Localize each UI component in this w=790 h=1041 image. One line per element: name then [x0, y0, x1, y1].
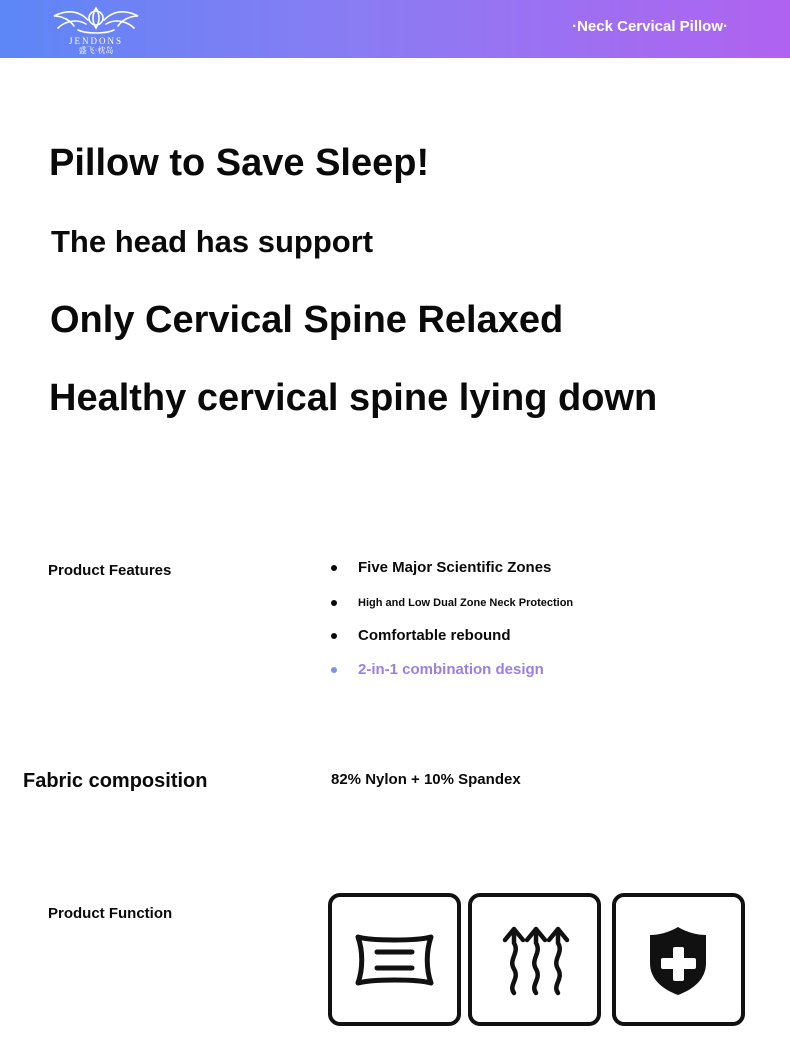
fabric-composition-value: 82% Nylon + 10% Spandex: [331, 771, 521, 788]
heat-icon: [472, 897, 597, 1022]
logo-subtitle: 盛飞·枕岛: [78, 46, 114, 55]
bullet-icon: [331, 600, 337, 606]
bullet-icon: [331, 667, 337, 673]
feature-item: [330, 557, 573, 591]
logo-crest-icon: [48, 4, 144, 36]
headline-2: The head has support: [51, 224, 374, 259]
bullet-icon: [331, 565, 337, 571]
feature-item: [330, 625, 573, 659]
feature-text: 2-in-1 combination design: [358, 661, 544, 678]
logo-wordmark: JENDONS: [68, 36, 123, 46]
feature-item-highlighted: [330, 659, 573, 689]
product-function-label: Product Function: [48, 905, 173, 922]
protection-icon-tile: [612, 893, 745, 1026]
heat-icon-tile: [468, 893, 601, 1026]
feature-text: Comfortable rebound: [358, 627, 511, 644]
pillow-icon-tile: [328, 893, 461, 1026]
bullet-icon: [331, 633, 337, 639]
pillow-icon: [332, 897, 457, 1022]
product-features-label: Product Features: [48, 562, 172, 579]
feature-item: [330, 591, 573, 625]
headline-4: Healthy cervical spine lying down: [49, 377, 658, 419]
product-category-title: ·Neck Cervical Pillow·: [572, 18, 728, 35]
shield-plus-icon: [616, 897, 741, 1022]
features-list: [330, 557, 573, 689]
fabric-composition-label: Fabric composition: [23, 770, 208, 792]
top-banner: [0, 0, 790, 58]
feature-text: Five Major Scientific Zones: [358, 559, 552, 576]
brand-logo[interactable]: [48, 4, 144, 54]
headline-3: Only Cervical Spine Relaxed: [50, 299, 564, 341]
headline-1: Pillow to Save Sleep!: [49, 142, 430, 184]
feature-text: High and Low Dual Zone Neck Protection: [358, 597, 574, 609]
